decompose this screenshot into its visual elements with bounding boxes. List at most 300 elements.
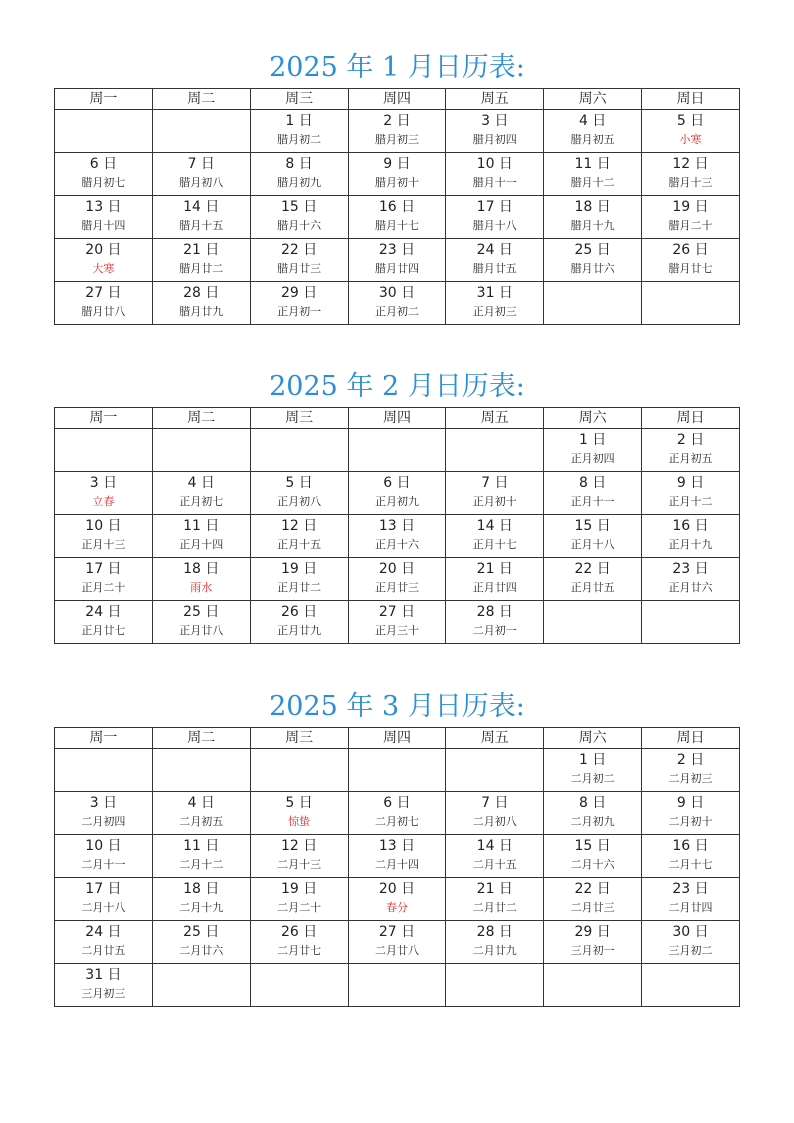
day-number: 3 日 bbox=[481, 113, 509, 129]
day-number: 14 日 bbox=[183, 199, 220, 215]
day-cell bbox=[55, 472, 153, 515]
day-cell bbox=[55, 515, 153, 558]
day-cell bbox=[544, 749, 642, 792]
day-number: 8 日 bbox=[578, 475, 607, 491]
day-cell bbox=[348, 110, 446, 153]
lunar-date: 二月初一 bbox=[472, 624, 517, 637]
lunar-date: 腊月十二 bbox=[570, 176, 615, 189]
day-cell bbox=[250, 835, 348, 878]
day-number: 17 日 bbox=[85, 561, 122, 577]
weekday-header: 周一 bbox=[55, 408, 153, 429]
day-number: 5 日 bbox=[285, 795, 313, 811]
day-cell bbox=[544, 835, 642, 878]
day-number: 31 日 bbox=[476, 285, 513, 301]
day-number: 18 日 bbox=[574, 199, 611, 215]
lunar-date: 正月初十 bbox=[472, 495, 517, 508]
lunar-date: 正月初七 bbox=[179, 495, 224, 508]
lunar-date: 二月十三 bbox=[277, 858, 322, 871]
day-cell bbox=[250, 601, 348, 644]
day-number: 29 日 bbox=[280, 285, 318, 301]
lunar-date: 正月初八 bbox=[277, 495, 322, 508]
lunar-date: 腊月初三 bbox=[374, 133, 419, 146]
lunar-date: 正月廿七 bbox=[81, 624, 126, 637]
day-number: 12 日 bbox=[280, 518, 318, 534]
lunar-date: 二月初二 bbox=[570, 772, 615, 785]
lunar-date: 正月初二 bbox=[374, 305, 419, 318]
week-row bbox=[55, 472, 740, 515]
lunar-date: 二月十二 bbox=[179, 858, 224, 871]
empty-day-cell bbox=[544, 282, 642, 325]
solar-term-label: 雨水 bbox=[190, 581, 213, 594]
day-cell bbox=[446, 196, 544, 239]
day-number: 1 日 bbox=[285, 113, 313, 129]
empty-day-cell bbox=[544, 601, 642, 644]
day-number: 4 日 bbox=[187, 795, 215, 811]
month-calendar-march bbox=[54, 687, 740, 1007]
empty-day-cell bbox=[55, 749, 153, 792]
day-number: 26 日 bbox=[280, 604, 318, 620]
day-number: 15 日 bbox=[574, 518, 611, 534]
day-number: 1 日 bbox=[578, 752, 607, 768]
lunar-date: 二月廿二 bbox=[472, 901, 517, 914]
day-number: 21 日 bbox=[476, 561, 513, 577]
lunar-date: 正月十七 bbox=[472, 538, 517, 551]
day-cell bbox=[55, 239, 153, 282]
solar-term-label: 立春 bbox=[92, 495, 115, 508]
lunar-date: 腊月十六 bbox=[277, 219, 322, 232]
lunar-date: 二月初七 bbox=[374, 815, 419, 828]
day-number: 27 日 bbox=[85, 285, 122, 301]
empty-day-cell bbox=[250, 429, 348, 472]
day-number: 9 日 bbox=[676, 475, 705, 491]
day-number: 7 日 bbox=[187, 156, 215, 172]
weekday-header: 周四 bbox=[348, 728, 446, 749]
day-cell bbox=[152, 878, 250, 921]
lunar-date: 二月十六 bbox=[570, 858, 615, 871]
day-number: 16 日 bbox=[672, 518, 709, 534]
day-number: 16 日 bbox=[378, 199, 416, 215]
weekday-header: 周三 bbox=[250, 728, 348, 749]
solar-term-label: 春分 bbox=[385, 901, 408, 914]
lunar-date: 二月初五 bbox=[179, 815, 224, 828]
day-cell bbox=[446, 515, 544, 558]
day-cell bbox=[446, 153, 544, 196]
day-number: 3 日 bbox=[89, 795, 118, 811]
weekday-header: 周五 bbox=[446, 728, 544, 749]
weekday-header-row bbox=[55, 728, 740, 749]
day-cell bbox=[642, 558, 740, 601]
empty-day-cell bbox=[348, 964, 446, 1007]
day-number: 12 日 bbox=[672, 156, 709, 172]
weekday-header: 周六 bbox=[544, 408, 642, 429]
empty-day-cell bbox=[544, 964, 642, 1007]
lunar-date: 二月廿九 bbox=[472, 944, 517, 957]
day-number: 8 日 bbox=[578, 795, 607, 811]
day-number: 17 日 bbox=[85, 881, 122, 897]
month-title: 2025 年 1 月日历表: bbox=[269, 52, 525, 83]
day-cell bbox=[250, 153, 348, 196]
day-cell bbox=[544, 110, 642, 153]
day-cell bbox=[55, 835, 153, 878]
lunar-date: 正月廿二 bbox=[277, 581, 322, 594]
day-cell bbox=[446, 282, 544, 325]
day-cell bbox=[348, 196, 446, 239]
lunar-date: 二月十七 bbox=[668, 858, 713, 871]
empty-day-cell bbox=[446, 749, 544, 792]
lunar-date: 正月初一 bbox=[277, 305, 322, 318]
week-row bbox=[55, 515, 740, 558]
lunar-date: 正月廿四 bbox=[472, 581, 517, 594]
day-number: 26 日 bbox=[672, 242, 709, 258]
day-number: 2 日 bbox=[383, 113, 411, 129]
day-number: 29 日 bbox=[574, 924, 611, 940]
lunar-date: 三月初三 bbox=[81, 987, 126, 1000]
week-row bbox=[55, 239, 740, 282]
lunar-date: 腊月初十 bbox=[374, 176, 419, 189]
day-cell bbox=[642, 110, 740, 153]
day-cell bbox=[250, 472, 348, 515]
day-number: 19 日 bbox=[280, 881, 318, 897]
weekday-header: 周四 bbox=[348, 408, 446, 429]
lunar-date: 二月廿五 bbox=[81, 944, 126, 957]
lunar-date: 腊月二十 bbox=[668, 219, 713, 232]
day-number: 11 日 bbox=[183, 838, 220, 854]
day-number: 28 日 bbox=[476, 604, 513, 620]
weekday-header: 周三 bbox=[250, 408, 348, 429]
lunar-date: 正月十四 bbox=[179, 538, 224, 551]
weekday-header: 周一 bbox=[55, 89, 153, 110]
day-cell bbox=[544, 239, 642, 282]
day-number: 25 日 bbox=[183, 924, 220, 940]
day-cell bbox=[152, 792, 250, 835]
lunar-date: 三月初一 bbox=[570, 944, 615, 957]
weekday-header: 周一 bbox=[55, 728, 153, 749]
day-cell bbox=[250, 239, 348, 282]
day-cell bbox=[55, 282, 153, 325]
day-number: 15 日 bbox=[280, 199, 318, 215]
lunar-date: 二月初四 bbox=[81, 815, 126, 828]
week-row bbox=[55, 282, 740, 325]
day-number: 14 日 bbox=[476, 838, 513, 854]
solar-term-label: 惊蛰 bbox=[288, 815, 311, 828]
day-cell bbox=[55, 792, 153, 835]
lunar-date: 二月二十 bbox=[277, 901, 322, 914]
solar-term-label: 大寒 bbox=[92, 262, 115, 275]
day-number: 18 日 bbox=[183, 561, 220, 577]
day-cell bbox=[55, 558, 153, 601]
day-number: 19 日 bbox=[672, 199, 709, 215]
weekday-header: 周二 bbox=[152, 408, 250, 429]
empty-day-cell bbox=[446, 429, 544, 472]
calendar-table bbox=[54, 407, 740, 644]
day-number: 1 日 bbox=[578, 432, 607, 448]
lunar-date: 二月十一 bbox=[81, 858, 126, 871]
day-number: 23 日 bbox=[378, 242, 416, 258]
calendar-table bbox=[54, 727, 740, 1007]
day-number: 24 日 bbox=[476, 242, 513, 258]
lunar-date: 正月初九 bbox=[374, 495, 419, 508]
lunar-date: 三月初二 bbox=[668, 944, 713, 957]
day-number: 31 日 bbox=[85, 967, 122, 983]
day-cell bbox=[544, 515, 642, 558]
day-cell bbox=[446, 792, 544, 835]
lunar-date: 腊月初七 bbox=[81, 176, 126, 189]
weekday-header: 周六 bbox=[544, 728, 642, 749]
day-number: 13 日 bbox=[85, 199, 122, 215]
day-number: 11 日 bbox=[183, 518, 220, 534]
lunar-date: 腊月十四 bbox=[81, 219, 126, 232]
day-cell bbox=[152, 515, 250, 558]
weekday-header: 周二 bbox=[152, 728, 250, 749]
lunar-date: 腊月廿四 bbox=[374, 262, 419, 275]
weekday-header: 周六 bbox=[544, 89, 642, 110]
day-number: 9 日 bbox=[676, 795, 705, 811]
day-number: 30 日 bbox=[378, 285, 416, 301]
lunar-date: 正月初五 bbox=[668, 452, 713, 465]
week-row bbox=[55, 153, 740, 196]
day-cell bbox=[250, 921, 348, 964]
day-cell bbox=[544, 472, 642, 515]
lunar-date: 正月十六 bbox=[374, 538, 419, 551]
day-number: 24 日 bbox=[85, 924, 122, 940]
day-cell bbox=[152, 472, 250, 515]
day-cell bbox=[348, 792, 446, 835]
week-row bbox=[55, 429, 740, 472]
day-cell bbox=[642, 153, 740, 196]
lunar-date: 正月十八 bbox=[570, 538, 615, 551]
weekday-header: 周日 bbox=[642, 728, 740, 749]
day-number: 4 日 bbox=[187, 475, 215, 491]
weekday-header: 周五 bbox=[446, 89, 544, 110]
day-number: 20 日 bbox=[378, 561, 416, 577]
day-cell bbox=[642, 878, 740, 921]
day-cell bbox=[152, 239, 250, 282]
lunar-date: 二月初十 bbox=[668, 815, 713, 828]
day-number: 26 日 bbox=[280, 924, 318, 940]
day-number: 4 日 bbox=[578, 113, 607, 129]
week-row bbox=[55, 921, 740, 964]
lunar-date: 正月十二 bbox=[668, 495, 713, 508]
week-row bbox=[55, 964, 740, 1007]
day-cell bbox=[348, 153, 446, 196]
lunar-date: 正月廿八 bbox=[179, 624, 224, 637]
day-cell bbox=[348, 921, 446, 964]
lunar-date: 腊月十八 bbox=[472, 219, 517, 232]
day-number: 2 日 bbox=[676, 752, 705, 768]
weekday-header: 周二 bbox=[152, 89, 250, 110]
day-number: 17 日 bbox=[476, 199, 513, 215]
empty-day-cell bbox=[250, 964, 348, 1007]
lunar-date: 正月十一 bbox=[570, 495, 615, 508]
calendar-table bbox=[54, 88, 740, 325]
lunar-date: 二月初九 bbox=[570, 815, 615, 828]
day-cell bbox=[642, 239, 740, 282]
day-number: 12 日 bbox=[280, 838, 318, 854]
weekday-header: 周日 bbox=[642, 89, 740, 110]
day-number: 5 日 bbox=[285, 475, 313, 491]
day-cell bbox=[446, 835, 544, 878]
day-cell bbox=[152, 601, 250, 644]
day-number: 22 日 bbox=[280, 242, 318, 258]
day-cell bbox=[348, 601, 446, 644]
day-cell bbox=[446, 558, 544, 601]
day-cell bbox=[544, 153, 642, 196]
week-row bbox=[55, 835, 740, 878]
day-number: 30 日 bbox=[672, 924, 709, 940]
day-cell bbox=[55, 921, 153, 964]
day-cell bbox=[446, 921, 544, 964]
day-number: 3 日 bbox=[89, 475, 118, 491]
weekday-header-row bbox=[55, 89, 740, 110]
day-cell bbox=[55, 196, 153, 239]
lunar-date: 腊月廿三 bbox=[277, 262, 322, 275]
day-number: 18 日 bbox=[183, 881, 220, 897]
day-cell bbox=[642, 429, 740, 472]
day-number: 7 日 bbox=[481, 475, 509, 491]
day-cell bbox=[250, 110, 348, 153]
day-number: 16 日 bbox=[672, 838, 709, 854]
weekday-header: 周三 bbox=[250, 89, 348, 110]
day-cell bbox=[544, 196, 642, 239]
day-number: 5 日 bbox=[676, 113, 705, 129]
month-title: 2025 年 3 月日历表: bbox=[269, 691, 525, 722]
day-number: 14 日 bbox=[476, 518, 513, 534]
day-number: 21 日 bbox=[183, 242, 220, 258]
day-cell bbox=[544, 558, 642, 601]
day-number: 19 日 bbox=[280, 561, 318, 577]
lunar-date: 腊月廿二 bbox=[179, 262, 224, 275]
day-cell bbox=[642, 835, 740, 878]
empty-day-cell bbox=[348, 749, 446, 792]
day-number: 23 日 bbox=[672, 561, 709, 577]
empty-day-cell bbox=[642, 964, 740, 1007]
empty-day-cell bbox=[55, 110, 153, 153]
day-cell bbox=[250, 515, 348, 558]
day-cell bbox=[55, 601, 153, 644]
day-cell bbox=[544, 921, 642, 964]
day-cell bbox=[250, 792, 348, 835]
week-row bbox=[55, 110, 740, 153]
day-number: 21 日 bbox=[476, 881, 513, 897]
day-cell bbox=[446, 601, 544, 644]
lunar-date: 正月初四 bbox=[570, 452, 615, 465]
lunar-date: 正月廿六 bbox=[668, 581, 713, 594]
lunar-date: 二月廿四 bbox=[668, 901, 713, 914]
lunar-date: 二月初三 bbox=[668, 772, 713, 785]
day-cell bbox=[642, 472, 740, 515]
day-number: 20 日 bbox=[378, 881, 416, 897]
lunar-date: 二月十九 bbox=[179, 901, 224, 914]
solar-term-label: 小寒 bbox=[679, 133, 702, 146]
day-cell bbox=[642, 921, 740, 964]
empty-day-cell bbox=[55, 429, 153, 472]
weekday-header-row bbox=[55, 408, 740, 429]
lunar-date: 腊月初四 bbox=[472, 133, 517, 146]
lunar-date: 正月十五 bbox=[277, 538, 322, 551]
day-number: 13 日 bbox=[378, 838, 416, 854]
empty-day-cell bbox=[152, 110, 250, 153]
day-number: 27 日 bbox=[378, 924, 416, 940]
day-cell bbox=[250, 878, 348, 921]
lunar-date: 正月廿九 bbox=[277, 624, 322, 637]
day-number: 27 日 bbox=[378, 604, 416, 620]
day-cell bbox=[152, 558, 250, 601]
lunar-date: 二月廿七 bbox=[277, 944, 322, 957]
day-cell bbox=[446, 110, 544, 153]
lunar-date: 腊月廿五 bbox=[472, 262, 517, 275]
lunar-date: 腊月廿六 bbox=[570, 262, 615, 275]
day-number: 9 日 bbox=[383, 156, 411, 172]
day-cell bbox=[446, 239, 544, 282]
day-cell bbox=[250, 196, 348, 239]
day-cell bbox=[348, 239, 446, 282]
day-cell bbox=[348, 472, 446, 515]
day-cell bbox=[152, 282, 250, 325]
lunar-date: 腊月廿九 bbox=[179, 305, 224, 318]
day-cell bbox=[642, 792, 740, 835]
day-number: 25 日 bbox=[574, 242, 611, 258]
day-cell bbox=[642, 196, 740, 239]
day-cell bbox=[55, 878, 153, 921]
lunar-date: 腊月初九 bbox=[277, 176, 322, 189]
day-number: 28 日 bbox=[476, 924, 513, 940]
day-number: 15 日 bbox=[574, 838, 611, 854]
lunar-date: 二月十五 bbox=[472, 858, 517, 871]
day-number: 22 日 bbox=[574, 561, 611, 577]
day-number: 10 日 bbox=[476, 156, 513, 172]
day-number: 6 日 bbox=[383, 795, 411, 811]
day-cell bbox=[250, 558, 348, 601]
week-row bbox=[55, 601, 740, 644]
lunar-date: 腊月十五 bbox=[179, 219, 224, 232]
empty-day-cell bbox=[152, 429, 250, 472]
day-cell bbox=[446, 878, 544, 921]
day-cell bbox=[55, 153, 153, 196]
weekday-header: 周日 bbox=[642, 408, 740, 429]
day-cell bbox=[152, 196, 250, 239]
day-number: 10 日 bbox=[85, 838, 122, 854]
lunar-date: 二月廿六 bbox=[179, 944, 224, 957]
day-cell bbox=[152, 921, 250, 964]
lunar-date: 正月廿五 bbox=[570, 581, 615, 594]
week-row bbox=[55, 792, 740, 835]
day-number: 7 日 bbox=[481, 795, 509, 811]
month-calendar-february bbox=[54, 367, 740, 644]
day-cell bbox=[348, 558, 446, 601]
day-number: 28 日 bbox=[183, 285, 220, 301]
day-cell bbox=[642, 515, 740, 558]
month-title: 2025 年 2 月日历表: bbox=[269, 371, 525, 402]
week-row bbox=[55, 558, 740, 601]
day-cell bbox=[348, 282, 446, 325]
day-number: 2 日 bbox=[676, 432, 705, 448]
lunar-date: 腊月初五 bbox=[570, 133, 615, 146]
day-cell bbox=[544, 792, 642, 835]
day-cell bbox=[152, 835, 250, 878]
lunar-date: 正月廿三 bbox=[374, 581, 419, 594]
day-number: 20 日 bbox=[85, 242, 122, 258]
day-number: 25 日 bbox=[183, 604, 220, 620]
empty-day-cell bbox=[152, 964, 250, 1007]
lunar-date: 正月初三 bbox=[472, 305, 517, 318]
week-row bbox=[55, 196, 740, 239]
empty-day-cell bbox=[348, 429, 446, 472]
day-cell bbox=[446, 472, 544, 515]
day-number: 10 日 bbox=[85, 518, 122, 534]
day-cell bbox=[544, 429, 642, 472]
lunar-date: 正月二十 bbox=[81, 581, 126, 594]
lunar-date: 腊月十三 bbox=[668, 176, 713, 189]
